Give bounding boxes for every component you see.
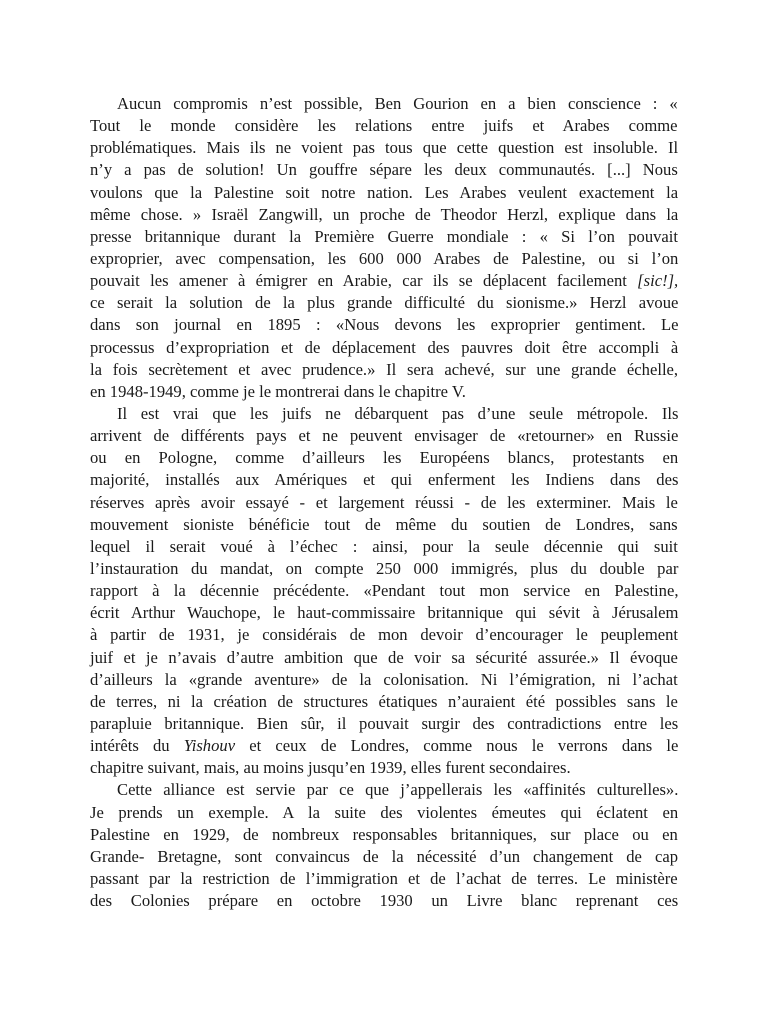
text-line <box>90 713 678 735</box>
text-line <box>90 403 678 425</box>
text-segment: juif et je n’avais d’autre ambition que de voir sa sécurité assurée.» Il évoque <box>90 647 678 667</box>
text-segment: la fois secrètement et avec prudence.» Il sera achevé, sur une grande échelle, <box>90 359 679 379</box>
text-segment: en 1948-1949, comme je le montrerai dans le chapitre V. <box>90 381 466 401</box>
text-segment: et ceux de Londres, comme nous le verrons dans le <box>235 736 679 756</box>
text-line <box>90 558 678 580</box>
text-segment: Cette alliance est servie par ce que j’appellerais les «affinités culturelles». <box>117 780 679 800</box>
text-segment: intérêts du <box>90 736 184 756</box>
text-line <box>90 536 678 558</box>
text-segment: arrivent de différents pays et ne peuvent envisager de «retourner» en Russie <box>90 426 679 446</box>
text-segment: Je prends un exemple. A la suite des violentes émeutes qui éclatent en <box>90 802 679 822</box>
text-segment: ce serait la solution de la plus grande difficulté du sionisme.» Herzl avoue <box>90 293 679 313</box>
text-segment: parapluie britannique. Bien sûr, il pouvait surgir des contradictions entre les <box>90 713 679 733</box>
paragraph <box>90 93 678 403</box>
text-segment: Aucun compromis n’est possible, Ben Gourion en a bien conscience : « <box>117 94 678 113</box>
text-line <box>90 115 678 137</box>
text-line <box>90 846 678 868</box>
text-segment: réserves après avoir essayé - et largement réussi - de les exterminer. Mais le <box>90 492 678 512</box>
text-segment: d’ailleurs la «grande aventure» de la colonisation. Ni l’émigration, ni l’achat <box>90 669 678 689</box>
italic-text: Yishouv <box>183 736 236 756</box>
text-segment: Grande- Bretagne, sont convaincus de la nécessité d’un changement de cap <box>90 846 678 866</box>
text-segment: l’instauration du mandat, on compte 250 000 immigrés, plus du double par <box>90 558 679 578</box>
text-segment: Tout le monde considère les relations entre juifs et Arabes comme <box>90 116 678 136</box>
text-segment: des Colonies prépare en octobre 1930 un Livre blanc reprenant ces <box>90 891 679 911</box>
text-line <box>90 802 678 824</box>
text-segment: ou en Pologne, comme d’ailleurs les Européens blancs, protestants en <box>90 448 679 468</box>
text-line <box>90 868 678 890</box>
text-segment: Il est vrai que les juifs ne débarquent pas d’une seule métropole. Ils <box>117 403 679 423</box>
text-segment: à partir de 1931, je considérais de mon devoir d’encourager le peuplement <box>90 625 679 645</box>
text-line <box>90 757 678 779</box>
text-line <box>90 292 678 314</box>
text-line <box>90 735 678 757</box>
text-line <box>90 447 678 469</box>
text-line <box>90 647 678 669</box>
paragraph <box>90 403 678 779</box>
text-line <box>90 469 678 491</box>
text-segment: dans son journal en 1895 : «Nous devons les exproprier gentiment. Le <box>90 315 679 335</box>
text-line <box>90 314 678 336</box>
text-line <box>90 204 678 226</box>
text-line <box>90 779 678 801</box>
text-line <box>90 226 678 248</box>
text-segment: voulons que la Palestine soit notre nation. Les Arabes veulent exactement la <box>90 182 679 202</box>
text-line <box>90 137 678 159</box>
text-line <box>90 182 678 204</box>
text-segment: rapport à la décennie précédente. «Pendant tout mon service en Palestine, <box>90 581 679 601</box>
text-segment: exproprier, avec compensation, les 600 000 Arabes de Palestine, ou si l’on <box>90 248 679 268</box>
body-text <box>90 93 678 912</box>
text-segment: majorité, installés aux Amériques et qui enferment les Indiens dans des <box>90 470 679 490</box>
text-segment: passant par la restriction de l’immigration et de l’achat de terres. Le ministère <box>90 868 678 888</box>
text-line <box>90 337 678 359</box>
text-line <box>90 624 678 646</box>
text-line <box>90 159 678 181</box>
text-line <box>90 248 678 270</box>
text-segment: mouvement sioniste bénéficie tout de même du soutien de Londres, sans <box>90 514 678 534</box>
text-line <box>90 359 678 381</box>
text-line <box>90 691 678 713</box>
text-segment: pouvait les amener à émigrer en Arabie, car ils se déplacent facilement <box>90 271 638 291</box>
text-line <box>90 824 678 846</box>
text-segment: même chose. » Israël Zangwill, un proche de Theodor Herzl, explique dans la <box>90 204 679 224</box>
italic-text: [sic!], <box>637 271 679 291</box>
text-line <box>90 669 678 691</box>
text-line <box>90 381 678 403</box>
text-line <box>90 425 678 447</box>
text-segment: chapitre suivant, mais, au moins jusqu’en 1939, elles furent secondaires. <box>90 758 571 778</box>
text-segment: processus d’expropriation et de déplacement des pauvres doit être accompli à <box>90 337 679 357</box>
text-line <box>90 492 678 514</box>
paragraph <box>90 779 678 912</box>
text-segment: de terres, ni la création de structures étatiques n’auraient été possibles sans le <box>90 691 678 711</box>
text-line <box>90 514 678 536</box>
text-segment: écrit Arthur Wauchope, le haut-commissaire britannique qui sévit à Jérusalem <box>90 603 679 623</box>
text-segment: Palestine en 1929, de nombreux responsables britanniques, sur place ou en <box>90 824 678 844</box>
text-line <box>90 270 678 292</box>
text-line <box>90 580 678 602</box>
text-line <box>90 602 678 624</box>
text-line <box>90 93 678 115</box>
text-segment: presse britannique durant la Première Guerre mondiale : « Si l’on pouvait <box>90 226 678 246</box>
text-line <box>90 890 678 912</box>
text-segment: lequel il serait voué à l’échec : ainsi, pour la seule décennie qui suit <box>90 536 678 556</box>
text-segment: problématiques. Mais ils ne voient pas tous que cette question est insoluble. Il <box>90 138 679 158</box>
text-segment: n’y a pas de solution! Un gouffre sépare les deux communautés. [...] Nous <box>90 160 678 180</box>
